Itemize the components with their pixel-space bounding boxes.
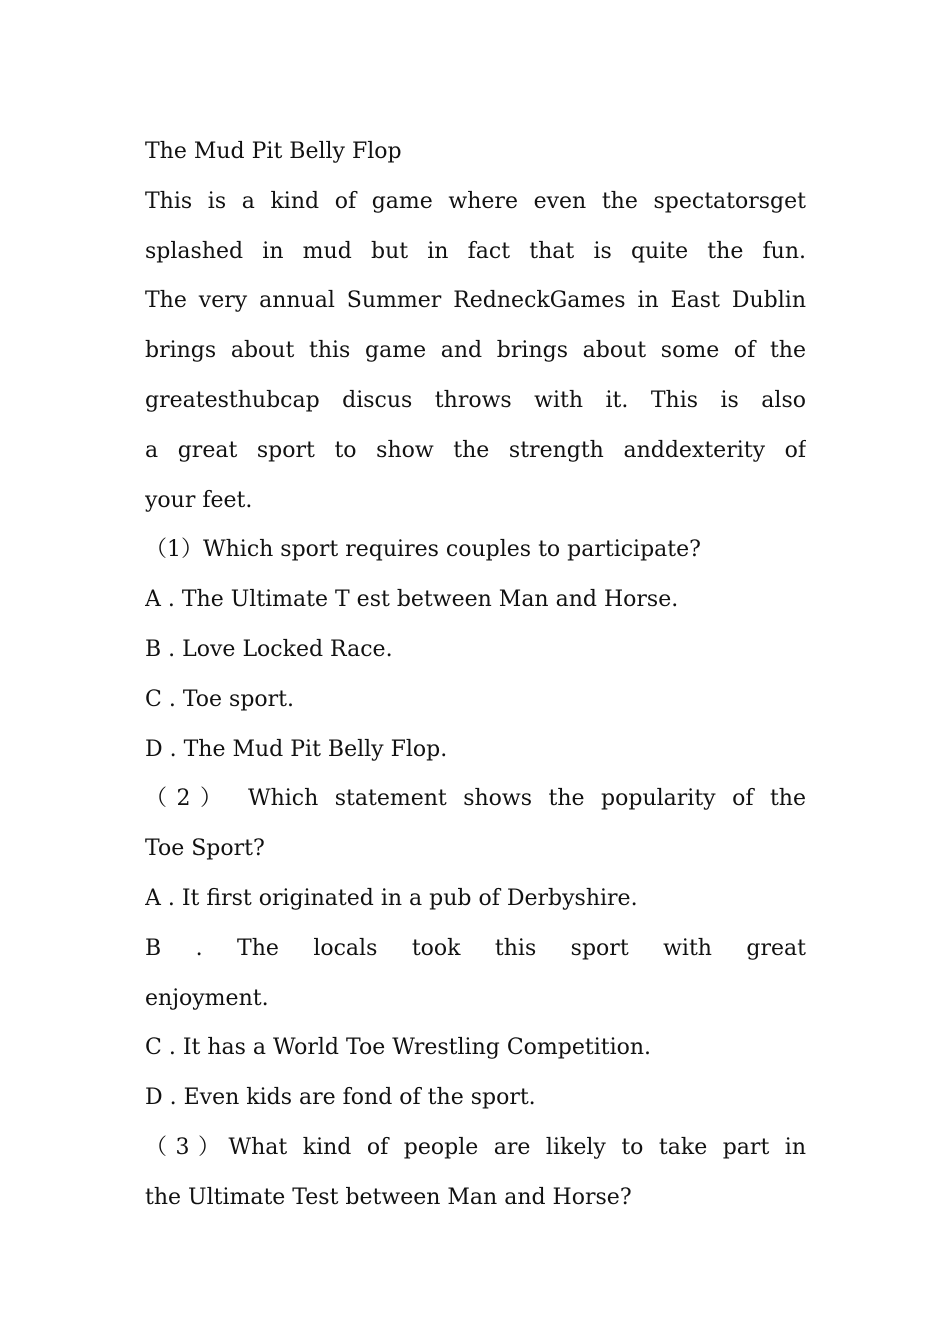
question-2-option-c: C . It has a World Toe Wrestling Competition. (145, 1035, 652, 1061)
question-1-option-d: D . The Mud Pit Belly Flop. (145, 736, 448, 762)
question-3: （3）What kind of people are likely to take part in (145, 1134, 806, 1160)
document-page (145, 127, 806, 1223)
question-2-option-a: A . It first originated in a pub of Derbyshire. (145, 885, 638, 911)
question-1-option-a: A . The Ultimate T est between Man and Horse. (145, 587, 679, 613)
question-3-continued: the Ultimate Test between Man and Horse? (145, 1184, 632, 1210)
paragraph-line: greatesthubcap discus throws with it. This is also (145, 387, 806, 413)
paragraph-line: a great sport to show the strength anddexterity of (145, 437, 806, 463)
question-1-option-b: B . Love Locked Race. (145, 636, 393, 662)
question-1-option-c: C . Toe sport. (145, 686, 295, 712)
question-2-option-b-continued: enjoyment. (145, 985, 269, 1011)
question-2-option-b: B . The locals took this sport with great (145, 935, 806, 961)
paragraph-line: brings about this game and brings about some of the (145, 338, 806, 364)
passage-title: The Mud Pit Belly Flop (145, 139, 402, 164)
paragraph-line: splashed in mud but in fact that is quite the fun. (145, 238, 806, 264)
question-2: （2） Which statement shows the popularity of the (145, 786, 806, 812)
paragraph-line: The very annual Summer RedneckGames in East Dublin (145, 288, 806, 314)
paragraph-line: your feet. (145, 487, 253, 513)
question-1: （1）Which sport requires couples to participate? (145, 537, 701, 563)
question-2-continued: Toe Sport? (145, 836, 265, 862)
question-2-option-d: D . Even kids are fond of the sport. (145, 1085, 536, 1111)
paragraph-line: This is a kind of game where even the spectatorsget (145, 188, 806, 214)
